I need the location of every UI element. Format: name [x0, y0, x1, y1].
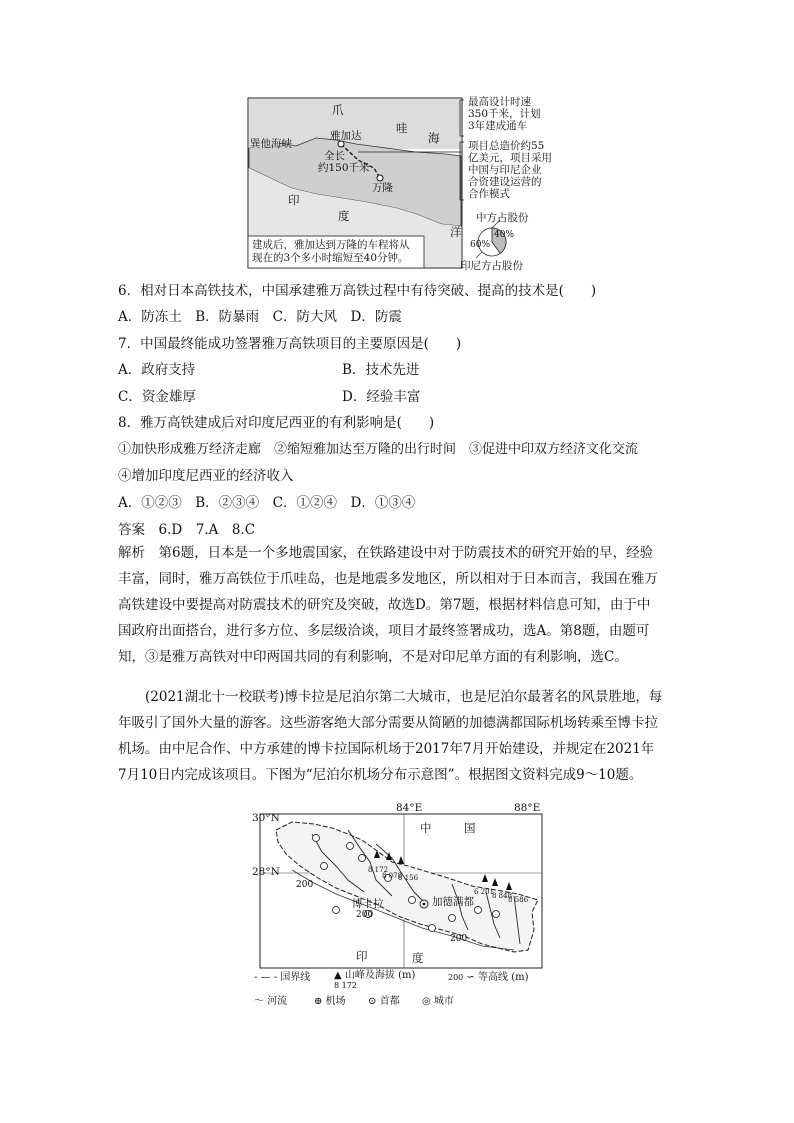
- question-7: 7．中国最终能成功签署雅万高铁项目的主要原因是( ): [118, 336, 462, 352]
- capital-icon: ⊙: [368, 996, 377, 1007]
- label-du: 度: [338, 209, 350, 223]
- question-7-option-a: A．政府支持: [118, 362, 196, 378]
- label-pokhara: 博卡拉: [352, 898, 384, 910]
- speed-note: 最高设计时速 350千米，计划 3年建成通车: [468, 96, 541, 132]
- pie-china-label: 中方占股份: [476, 212, 529, 224]
- peak-label-1: 8 172: [368, 866, 389, 874]
- label-total-length: 全长: [324, 150, 345, 162]
- legend-city: ◎ 城市: [422, 996, 454, 1007]
- label-hai: 海: [428, 131, 440, 145]
- answer-line: 答案 6.D 7.A 8.C: [118, 522, 256, 538]
- city-icon: ◎: [422, 996, 431, 1007]
- legend-peak: ▲ 山峰及海拔 (m) 8 172: [334, 970, 416, 990]
- river-icon: 〜: [254, 996, 264, 1007]
- question-8-items-line2: ④增加印度尼西亚的经济收入: [118, 468, 294, 484]
- label-china-2: 国: [464, 821, 476, 835]
- java-rail-map: [246, 96, 552, 272]
- question-7-option-b: B．技术先进: [342, 362, 420, 378]
- legend-airport: ⊕ 机场: [314, 996, 346, 1007]
- label-india-2: 度: [412, 951, 424, 965]
- label-yang: 洋: [450, 225, 462, 239]
- label-wa: 哇: [396, 121, 408, 135]
- analysis-paragraph: 解析 第6题，日本是一个多地震国家，在铁路建设中对于防震技术的研究开始的早，经验 丰富，同时，雅万高铁位于爪哇岛，也是地震多发地区，所以相对于日本而言，我国在雅万 高铁建设中要提高对防震技术的研究及突破，故选D。第7题，根据材料信息可知，由于中 国政府出面搭台，进行多方位、多层级洽谈，项目才最终签署成功，选A。第8题，由题可 知，③是雅万高铁对中印两国共同的有利影响，不是对印尼单方面的有利影响，选C。: [118, 545, 658, 665]
- question-8-items-line1: ①加快形成雅万经济走廊 ②缩短雅加达至万隆的出行时间 ③促进中印双方经济文化交流: [118, 442, 639, 457]
- peak-label-6: 8 586: [508, 896, 529, 904]
- label-bandung: 万隆: [372, 182, 393, 194]
- legend-border: - — - 国界线: [254, 972, 311, 983]
- question-6-options: A．防冻土 B．防暴雨 C．防大风 D．防震: [118, 309, 402, 325]
- label-china-1: 中: [420, 821, 432, 835]
- lat-28n: 28°N: [252, 866, 280, 878]
- nepal-airport-map: [252, 800, 552, 1010]
- map-legend: [252, 966, 552, 1010]
- label-length-value: 约150千米: [318, 162, 370, 174]
- peak-label-3: 8 156: [398, 874, 419, 882]
- label-india-1: 印: [356, 949, 368, 963]
- pie-indonesia-pct: 60%: [470, 240, 491, 250]
- legend-capital: ⊙ 首都: [368, 996, 400, 1007]
- question-8-options: A．①②③ B．②③④ C．①②④ D．①③④: [118, 495, 416, 511]
- contour-label-1: 200: [296, 880, 314, 890]
- lat-30n: 30°N: [252, 812, 280, 824]
- peak-label-4: 6 201: [474, 888, 495, 896]
- border-line-icon: - — -: [254, 972, 278, 983]
- lon-84e: 84°E: [396, 802, 423, 814]
- contour-label-3: 200: [450, 934, 468, 944]
- lon-88e: 88°E: [514, 802, 541, 814]
- pie-china-pct: 40%: [494, 230, 515, 240]
- peak-label-5: 8 848: [492, 892, 513, 900]
- label-zhua: 爪: [332, 103, 344, 117]
- question-6: 6．相对日本高铁技术，中国承建雅万高铁过程中有待突破、提高的技术是( ): [118, 283, 597, 299]
- contour-line-icon: ∽: [466, 972, 475, 983]
- question-7-option-d: D．经验丰富: [342, 389, 421, 405]
- label-yin: 印: [288, 193, 300, 207]
- question-7-option-c: C．资金雄厚: [118, 389, 196, 405]
- legend-contour: 200 ∽ 等高线 (m): [448, 972, 529, 983]
- label-sunda-strait: 巽他海峡: [250, 138, 292, 150]
- contour-label-2: 200: [356, 910, 374, 920]
- airport-icon: ⊕: [314, 996, 323, 1007]
- cost-note: 项目总造价约55 亿美元，项目采用 中国与印尼企业 合资建设运营的 合作模式: [468, 140, 552, 200]
- label-kathmandu: 加德满都: [432, 896, 474, 908]
- nepal-passage: (2021湖北十一校联考)博卡拉是尼泊尔第二大城市，也是尼泊尔最著名的风景胜地，每 年吸引了国外大量的游客。这些游客绝大部分需要从简陋的加德满都国际机场转乘至博卡拉 机场。由中尼合作、中方承建的博卡拉国际机场于2017年7月开始建设，并规定在2021年 7月10日内完成该项目。下图为“尼泊尔机场分布示意图”。根据图文资料完成9～10题。: [118, 689, 663, 783]
- legend-river: 〜 河流: [254, 996, 288, 1007]
- question-8: 8．雅万高铁建成后对印度尼西亚的有利影响是( ): [118, 415, 435, 431]
- peak-label-2: 8 078: [382, 872, 403, 880]
- pie-indonesia-label: 印尼方占股份: [460, 260, 523, 272]
- label-jakarta: 雅加达: [330, 130, 362, 142]
- peak-triangle-icon: ▲: [334, 970, 342, 981]
- bottom-note: 建成后，雅加达到万隆的车程将从 现在的3个多小时缩短至40分钟。: [252, 239, 410, 264]
